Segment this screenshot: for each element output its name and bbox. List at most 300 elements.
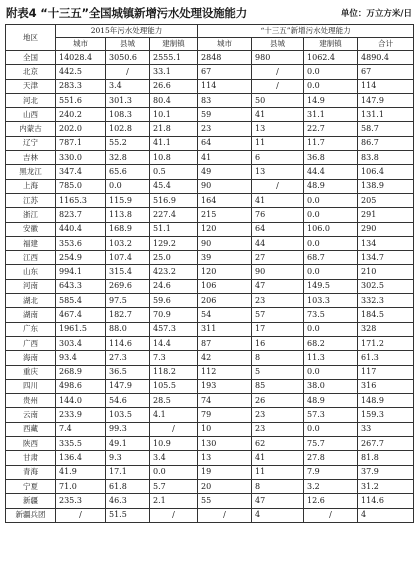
town-2015-cell: 516.9 [150, 193, 198, 207]
city-new-cell: 19 [198, 465, 252, 479]
city-2015-cell: 136.4 [56, 451, 106, 465]
town-new-cell: 22.7 [304, 122, 358, 136]
town-2015-cell: 0.5 [150, 165, 198, 179]
region-cell: 宁夏 [6, 479, 56, 493]
total-new-cell: 316 [358, 379, 414, 393]
town-new-cell: 68.2 [304, 336, 358, 350]
town-2015-cell: 457.3 [150, 322, 198, 336]
total-new-cell: 302.5 [358, 279, 414, 293]
county-2015-cell: 103.5 [106, 408, 150, 422]
county-2015-cell: 54.6 [106, 394, 150, 408]
city-new-cell: 54 [198, 308, 252, 322]
town-2015-cell: 14.4 [150, 336, 198, 350]
town-2015-cell: / [150, 422, 198, 436]
county-new-cell: / [252, 65, 304, 79]
table-row [6, 437, 414, 451]
table-header [6, 25, 414, 51]
total-new-cell: 61.3 [358, 351, 414, 365]
county-2015-cell: 27.3 [106, 351, 150, 365]
county-2015-cell: 115.9 [106, 193, 150, 207]
town-new-cell: 11.3 [304, 351, 358, 365]
table-body [6, 51, 414, 523]
county-new-cell: 13 [252, 165, 304, 179]
total-new-cell: 148.9 [358, 394, 414, 408]
county-new-cell: 980 [252, 51, 304, 65]
table-row [6, 408, 414, 422]
city-new-cell: 49 [198, 165, 252, 179]
town-new-cell: 14.9 [304, 93, 358, 107]
city-new-cell: 39 [198, 251, 252, 265]
city-2015-cell: 93.4 [56, 351, 106, 365]
header-group-new: “十三五”新增污水处理能力 [198, 25, 414, 38]
county-new-cell: 41 [252, 108, 304, 122]
total-new-cell: 210 [358, 265, 414, 279]
region-cell: 江苏 [6, 193, 56, 207]
town-new-cell: 7.9 [304, 465, 358, 479]
county-new-cell: 41 [252, 193, 304, 207]
county-2015-cell: 108.3 [106, 108, 150, 122]
header-new-city: 城市 [198, 38, 252, 51]
town-new-cell: 12.6 [304, 494, 358, 508]
county-new-cell: 85 [252, 379, 304, 393]
region-cell: 四川 [6, 379, 56, 393]
county-new-cell: 76 [252, 208, 304, 222]
city-new-cell: 2848 [198, 51, 252, 65]
region-cell: 重庆 [6, 365, 56, 379]
city-2015-cell: 785.0 [56, 179, 106, 193]
county-2015-cell: 269.6 [106, 279, 150, 293]
county-new-cell: 50 [252, 93, 304, 107]
county-2015-cell: 102.8 [106, 122, 150, 136]
city-2015-cell: 498.6 [56, 379, 106, 393]
city-new-cell: / [198, 508, 252, 522]
total-new-cell: 159.3 [358, 408, 414, 422]
county-new-cell: 11 [252, 465, 304, 479]
county-new-cell: 26 [252, 394, 304, 408]
city-2015-cell: 823.7 [56, 208, 106, 222]
town-2015-cell: 41.1 [150, 136, 198, 150]
town-new-cell: 0.0 [304, 265, 358, 279]
county-new-cell: / [252, 179, 304, 193]
town-2015-cell: 25.0 [150, 251, 198, 265]
town-2015-cell: 2555.1 [150, 51, 198, 65]
town-new-cell: 0.0 [304, 208, 358, 222]
region-cell: 西藏 [6, 422, 56, 436]
table-row [6, 65, 414, 79]
town-2015-cell: 2.1 [150, 494, 198, 508]
table-row [6, 179, 414, 193]
town-new-cell: 0.0 [304, 422, 358, 436]
table-row [6, 508, 414, 522]
county-new-cell: 47 [252, 494, 304, 508]
city-2015-cell: 71.0 [56, 479, 106, 493]
city-new-cell: 79 [198, 408, 252, 422]
city-2015-cell: 787.1 [56, 136, 106, 150]
city-new-cell: 90 [198, 179, 252, 193]
region-cell: 上海 [6, 179, 56, 193]
region-cell: 内蒙古 [6, 122, 56, 136]
table-row [6, 494, 414, 508]
region-cell: 浙江 [6, 208, 56, 222]
county-2015-cell: 3.4 [106, 79, 150, 93]
total-new-cell: 114 [358, 79, 414, 93]
city-2015-cell: 347.4 [56, 165, 106, 179]
total-new-cell: 81.8 [358, 451, 414, 465]
county-2015-cell: 61.8 [106, 479, 150, 493]
town-new-cell: / [304, 508, 358, 522]
town-2015-cell: 10.8 [150, 151, 198, 165]
city-2015-cell: 233.9 [56, 408, 106, 422]
county-2015-cell: / [106, 65, 150, 79]
town-new-cell: 0.0 [304, 236, 358, 250]
table-row [6, 336, 414, 350]
region-cell: 贵州 [6, 394, 56, 408]
table-row [6, 279, 414, 293]
total-new-cell: 4890.4 [358, 51, 414, 65]
county-new-cell: 6 [252, 151, 304, 165]
city-new-cell: 120 [198, 265, 252, 279]
county-new-cell: 41 [252, 451, 304, 465]
region-cell: 河北 [6, 93, 56, 107]
table-row [6, 308, 414, 322]
total-new-cell: 83.8 [358, 151, 414, 165]
title-row [6, 4, 414, 22]
region-cell: 甘肃 [6, 451, 56, 465]
town-new-cell: 0.0 [304, 79, 358, 93]
total-new-cell: 205 [358, 193, 414, 207]
header-new-total: 合计 [358, 38, 414, 51]
city-2015-cell: 551.6 [56, 93, 106, 107]
town-2015-cell: 45.4 [150, 179, 198, 193]
city-new-cell: 10 [198, 422, 252, 436]
table-row [6, 365, 414, 379]
county-new-cell: 8 [252, 351, 304, 365]
table-row [6, 251, 414, 265]
county-new-cell: 57 [252, 308, 304, 322]
county-2015-cell: 65.6 [106, 165, 150, 179]
header-new-town: 建制镇 [304, 38, 358, 51]
town-new-cell: 38.0 [304, 379, 358, 393]
county-new-cell: 23 [252, 408, 304, 422]
total-new-cell: 131.1 [358, 108, 414, 122]
city-new-cell: 120 [198, 222, 252, 236]
table-row [6, 351, 414, 365]
county-new-cell: 62 [252, 437, 304, 451]
town-new-cell: 1062.4 [304, 51, 358, 65]
town-2015-cell: 80.4 [150, 93, 198, 107]
city-new-cell: 64 [198, 136, 252, 150]
city-new-cell: 13 [198, 451, 252, 465]
county-2015-cell: 301.3 [106, 93, 150, 107]
county-2015-cell: 17.1 [106, 465, 150, 479]
county-2015-cell: 32.8 [106, 151, 150, 165]
city-new-cell: 90 [198, 236, 252, 250]
county-2015-cell: 315.4 [106, 265, 150, 279]
total-new-cell: 328 [358, 322, 414, 336]
city-2015-cell: 1165.3 [56, 193, 106, 207]
town-2015-cell: 5.7 [150, 479, 198, 493]
county-new-cell: 90 [252, 265, 304, 279]
county-2015-cell: 49.1 [106, 437, 150, 451]
town-new-cell: 73.5 [304, 308, 358, 322]
table-row [6, 108, 414, 122]
region-cell: 福建 [6, 236, 56, 250]
table-row [6, 136, 414, 150]
table-row [6, 51, 414, 65]
town-2015-cell: 227.4 [150, 208, 198, 222]
header-group-2015: 2015年污水处理能力 [56, 25, 198, 38]
region-cell: 湖北 [6, 294, 56, 308]
city-new-cell: 106 [198, 279, 252, 293]
region-cell: 海南 [6, 351, 56, 365]
town-2015-cell: 4.1 [150, 408, 198, 422]
county-2015-cell: 88.0 [106, 322, 150, 336]
city-2015-cell: 235.3 [56, 494, 106, 508]
region-cell: 山东 [6, 265, 56, 279]
table-row [6, 222, 414, 236]
town-new-cell: 103.3 [304, 294, 358, 308]
region-cell: 江西 [6, 251, 56, 265]
total-new-cell: 4 [358, 508, 414, 522]
county-new-cell: 23 [252, 294, 304, 308]
total-new-cell: 117 [358, 365, 414, 379]
town-2015-cell: 10.1 [150, 108, 198, 122]
region-cell: 天津 [6, 79, 56, 93]
city-new-cell: 20 [198, 479, 252, 493]
table-row [6, 79, 414, 93]
region-cell: 黑龙江 [6, 165, 56, 179]
city-new-cell: 215 [198, 208, 252, 222]
city-2015-cell: 268.9 [56, 365, 106, 379]
city-new-cell: 83 [198, 93, 252, 107]
county-new-cell: / [252, 79, 304, 93]
city-2015-cell: / [56, 508, 106, 522]
region-cell: 新疆 [6, 494, 56, 508]
town-new-cell: 149.5 [304, 279, 358, 293]
table-row [6, 236, 414, 250]
header-2015-city: 城市 [56, 38, 106, 51]
total-new-cell: 33 [358, 422, 414, 436]
total-new-cell: 58.7 [358, 122, 414, 136]
county-new-cell: 5 [252, 365, 304, 379]
town-new-cell: 27.8 [304, 451, 358, 465]
city-new-cell: 67 [198, 65, 252, 79]
town-2015-cell: 33.1 [150, 65, 198, 79]
total-new-cell: 267.7 [358, 437, 414, 451]
county-2015-cell: 0.0 [106, 179, 150, 193]
total-new-cell: 31.2 [358, 479, 414, 493]
table-row [6, 422, 414, 436]
city-2015-cell: 254.9 [56, 251, 106, 265]
county-new-cell: 8 [252, 479, 304, 493]
total-new-cell: 184.5 [358, 308, 414, 322]
total-new-cell: 332.3 [358, 294, 414, 308]
county-new-cell: 11 [252, 136, 304, 150]
total-new-cell: 138.9 [358, 179, 414, 193]
county-2015-cell: 113.8 [106, 208, 150, 222]
header-region: 地区 [6, 25, 56, 51]
table-row [6, 379, 414, 393]
city-new-cell: 87 [198, 336, 252, 350]
county-new-cell: 44 [252, 236, 304, 250]
city-2015-cell: 330.0 [56, 151, 106, 165]
city-2015-cell: 467.4 [56, 308, 106, 322]
table-row [6, 294, 414, 308]
county-2015-cell: 107.4 [106, 251, 150, 265]
total-new-cell: 86.7 [358, 136, 414, 150]
city-2015-cell: 14028.4 [56, 51, 106, 65]
city-new-cell: 193 [198, 379, 252, 393]
county-2015-cell: 114.6 [106, 336, 150, 350]
county-new-cell: 27 [252, 251, 304, 265]
county-2015-cell: 97.5 [106, 294, 150, 308]
city-new-cell: 55 [198, 494, 252, 508]
town-new-cell: 44.4 [304, 165, 358, 179]
town-new-cell: 0.0 [304, 65, 358, 79]
county-2015-cell: 103.2 [106, 236, 150, 250]
region-cell: 青海 [6, 465, 56, 479]
city-new-cell: 311 [198, 322, 252, 336]
town-2015-cell: 70.9 [150, 308, 198, 322]
town-2015-cell: 3.4 [150, 451, 198, 465]
region-cell: 全国 [6, 51, 56, 65]
town-2015-cell: 24.6 [150, 279, 198, 293]
table-title: 附表4 “十三五”全国城镇新增污水处理设施能力 [6, 6, 248, 20]
town-2015-cell: 118.2 [150, 365, 198, 379]
town-2015-cell: 105.5 [150, 379, 198, 393]
total-new-cell: 290 [358, 222, 414, 236]
city-new-cell: 41 [198, 151, 252, 165]
table-row [6, 122, 414, 136]
city-2015-cell: 303.4 [56, 336, 106, 350]
city-2015-cell: 643.3 [56, 279, 106, 293]
total-new-cell: 147.9 [358, 93, 414, 107]
city-2015-cell: 283.3 [56, 79, 106, 93]
county-2015-cell: 147.9 [106, 379, 150, 393]
county-new-cell: 64 [252, 222, 304, 236]
table-row [6, 451, 414, 465]
county-new-cell: 13 [252, 122, 304, 136]
town-2015-cell: 59.6 [150, 294, 198, 308]
city-2015-cell: 994.1 [56, 265, 106, 279]
region-cell: 河南 [6, 279, 56, 293]
town-2015-cell: 26.6 [150, 79, 198, 93]
table-row [6, 208, 414, 222]
county-2015-cell: 168.9 [106, 222, 150, 236]
table-row [6, 193, 414, 207]
county-new-cell: 4 [252, 508, 304, 522]
town-new-cell: 48.9 [304, 394, 358, 408]
county-2015-cell: 3050.6 [106, 51, 150, 65]
town-2015-cell: 129.2 [150, 236, 198, 250]
town-new-cell: 75.7 [304, 437, 358, 451]
region-cell: 山西 [6, 108, 56, 122]
region-cell: 吉林 [6, 151, 56, 165]
total-new-cell: 106.4 [358, 165, 414, 179]
town-2015-cell: 0.0 [150, 465, 198, 479]
table-row [6, 151, 414, 165]
city-2015-cell: 41.9 [56, 465, 106, 479]
table-row [6, 322, 414, 336]
city-new-cell: 23 [198, 122, 252, 136]
region-cell: 广东 [6, 322, 56, 336]
total-new-cell: 134.7 [358, 251, 414, 265]
county-2015-cell: 182.7 [106, 308, 150, 322]
city-new-cell: 206 [198, 294, 252, 308]
town-new-cell: 68.7 [304, 251, 358, 265]
city-2015-cell: 7.4 [56, 422, 106, 436]
city-2015-cell: 202.0 [56, 122, 106, 136]
town-new-cell: 57.3 [304, 408, 358, 422]
capacity-table [5, 24, 414, 523]
total-new-cell: 134 [358, 236, 414, 250]
region-cell: 陕西 [6, 437, 56, 451]
city-new-cell: 164 [198, 193, 252, 207]
city-2015-cell: 144.0 [56, 394, 106, 408]
total-new-cell: 171.2 [358, 336, 414, 350]
header-2015-town: 建制镇 [150, 38, 198, 51]
header-new-county: 县城 [252, 38, 304, 51]
region-cell: 安徽 [6, 222, 56, 236]
city-2015-cell: 442.5 [56, 65, 106, 79]
table-row [6, 93, 414, 107]
town-new-cell: 3.2 [304, 479, 358, 493]
region-cell: 云南 [6, 408, 56, 422]
town-2015-cell: / [150, 508, 198, 522]
town-new-cell: 0.0 [304, 193, 358, 207]
table-row [6, 465, 414, 479]
region-cell: 湖南 [6, 308, 56, 322]
city-2015-cell: 1961.5 [56, 322, 106, 336]
town-new-cell: 0.0 [304, 322, 358, 336]
town-2015-cell: 10.9 [150, 437, 198, 451]
region-cell: 辽宁 [6, 136, 56, 150]
unit-label: 单位：万立方米/日 [340, 9, 412, 19]
table-row [6, 165, 414, 179]
total-new-cell: 67 [358, 65, 414, 79]
town-2015-cell: 21.8 [150, 122, 198, 136]
town-2015-cell: 7.3 [150, 351, 198, 365]
town-2015-cell: 423.2 [150, 265, 198, 279]
county-2015-cell: 9.3 [106, 451, 150, 465]
total-new-cell: 37.9 [358, 465, 414, 479]
town-new-cell: 36.8 [304, 151, 358, 165]
town-new-cell: 0.0 [304, 365, 358, 379]
county-new-cell: 16 [252, 336, 304, 350]
city-new-cell: 59 [198, 108, 252, 122]
county-2015-cell: 36.5 [106, 365, 150, 379]
total-new-cell: 114.6 [358, 494, 414, 508]
town-2015-cell: 51.1 [150, 222, 198, 236]
county-new-cell: 17 [252, 322, 304, 336]
county-new-cell: 47 [252, 279, 304, 293]
city-new-cell: 130 [198, 437, 252, 451]
region-cell: 北京 [6, 65, 56, 79]
region-cell: 新疆兵团 [6, 508, 56, 522]
county-2015-cell: 51.5 [106, 508, 150, 522]
town-new-cell: 11.7 [304, 136, 358, 150]
table-row [6, 394, 414, 408]
city-2015-cell: 335.5 [56, 437, 106, 451]
town-2015-cell: 28.5 [150, 394, 198, 408]
city-2015-cell: 440.4 [56, 222, 106, 236]
county-2015-cell: 99.3 [106, 422, 150, 436]
town-new-cell: 31.1 [304, 108, 358, 122]
town-new-cell: 48.9 [304, 179, 358, 193]
town-new-cell: 106.0 [304, 222, 358, 236]
city-new-cell: 114 [198, 79, 252, 93]
city-2015-cell: 585.4 [56, 294, 106, 308]
